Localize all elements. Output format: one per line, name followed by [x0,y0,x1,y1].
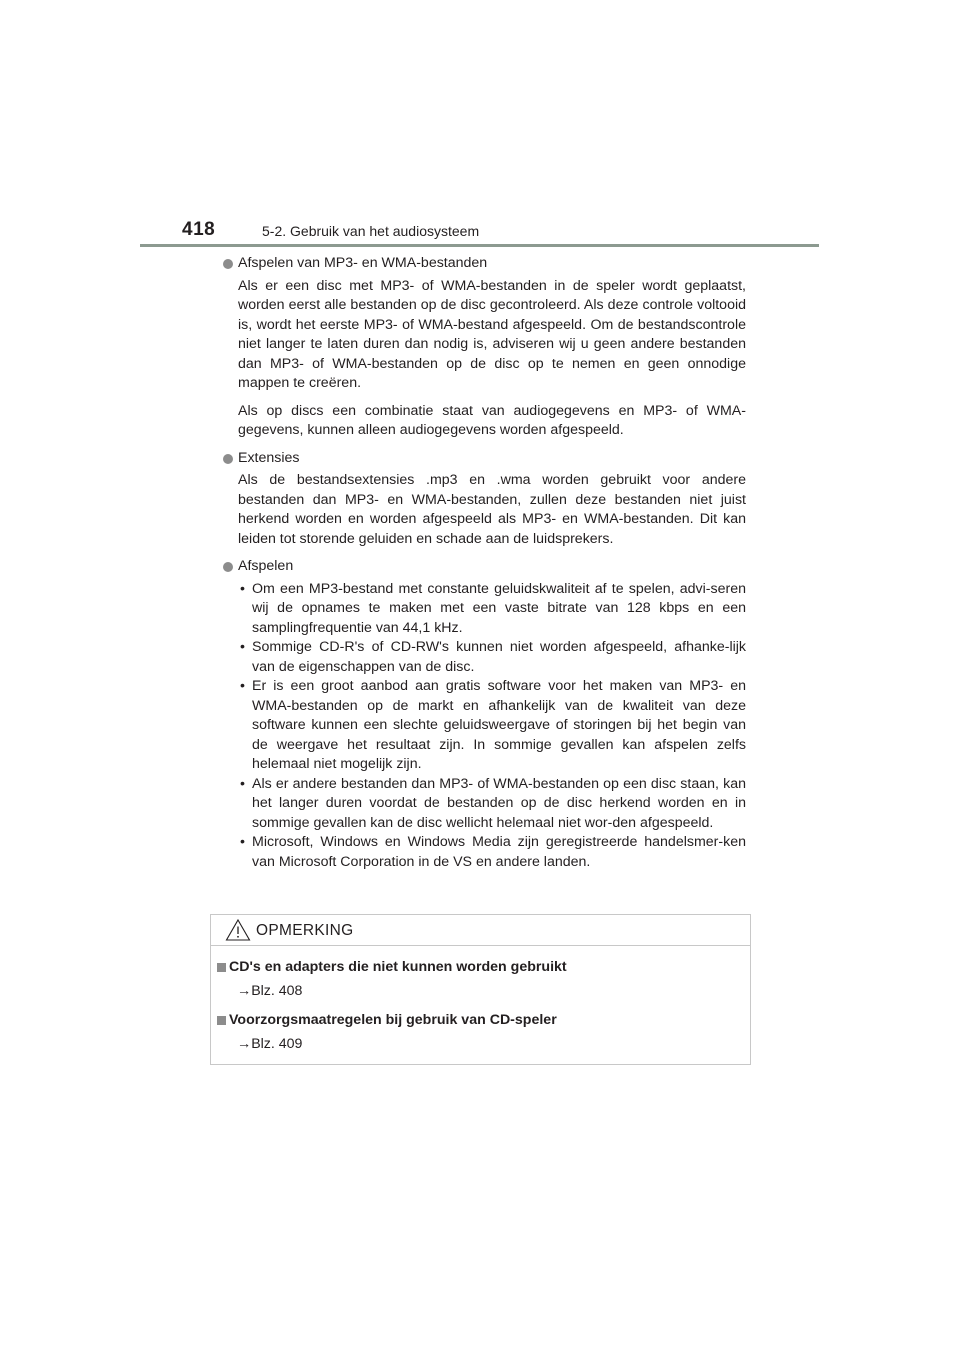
notice-item: CD's en adapters die niet kunnen worden gebruikt [215,958,750,978]
page-number: 418 [182,219,216,240]
page-reference: →Blz. 408 [237,982,303,999]
square-bullet-icon [217,1016,226,1025]
section-afspelen [222,557,746,872]
page-header [140,216,820,246]
bullet-dot-icon [223,562,233,572]
square-bullet-icon [217,963,226,972]
list-item: • Als er andere bestanden dan MP3- of WMA-bestanden op een disc staan, kan het langer duren voordat de bestanden op de disc herkend worden en in sommige gevallen kan de disc wellicht helemaal niet wor-den afgespeeld. [240,775,746,831]
section-mp3-wma [222,254,746,441]
bullet-list [238,580,746,873]
paragraph: Als er een disc met MP3- of WMA-bestanden in de speler wordt geplaatst, worden eerst alle bestanden op de disc gecontroleerd. Als deze controle voltooid is, wordt het eerste MP3- of WMA-bestand afgespeeld. Om de bestandscontrole niet langer te laten duren dan nodig is, adviseren wij u geen andere bestanden dan MP3- of WMA-bestanden op de disc op te nemen en geen onnodige mappen te creëren. [238,277,746,391]
notice-box [210,914,751,1065]
notice-header [211,915,750,946]
notice-body [211,946,750,1054]
bullet-dot-icon [223,454,233,464]
bullet-dot-icon [223,259,233,269]
list-item: • Om een MP3-bestand met constante geluidskwaliteit af te spelen, advi-seren wij de opnames te maken met een vaste bitrate van 128 kbps en een samplingfrequentie van 44,1 kHz. [240,580,746,636]
list-item: • Sommige CD-R's of CD-RW's kunnen niet worden afgespeeld, afhanke-lijk van de eigenschappen van de disc. [240,639,746,675]
warning-triangle-icon [225,918,251,942]
list-item: • Er is een groot aanbod aan gratis software voor het maken van MP3- en WMA-bestanden op de markt en afhankelijk van de kwaliteit van deze software kunnen een slechte geluidsweergave of storingen bij het begin van de weergave het resultaat zijn. In sommige gevallen kan afspelen zelfs helemaal niet mogelijk zijn. [240,678,746,772]
list-item: • Microsoft, Windows en Windows Media zijn geregistreerde handelsmer-ken van Microsoft Corporation in de VS en andere landen. [240,834,746,870]
header-divider [140,244,819,247]
section-heading: Extensies [222,449,746,469]
page-reference: →Blz. 409 [237,1035,303,1052]
notice-title: OPMERKING [256,922,354,939]
paragraph: Als de bestandsextensies .mp3 en .wma worden gebruikt voor andere bestanden dan MP3- en WMA-bestanden, zullen deze bestanden niet juist herkend worden en worden afgespeeld als MP3- en WMA-bestanden. Dit kan leiden tot storende geluiden en schade aan de luidsprekers. [238,472,746,547]
section-extensies [222,449,746,550]
main-content [222,254,746,880]
paragraph: Als op discs een combinatie staat van audiogegevens en MP3- of WMA-gegevens, kunnen alleen audiogegevens worden afgespeeld. [238,402,746,438]
notice-item: Voorzorgsmaatregelen bij gebruik van CD-speler [215,1011,750,1031]
section-heading: Afspelen [222,557,746,577]
section-heading: Afspelen van MP3- en WMA-bestanden [222,254,746,274]
section-title: 5-2. Gebruik van het audiosysteem [262,223,480,239]
